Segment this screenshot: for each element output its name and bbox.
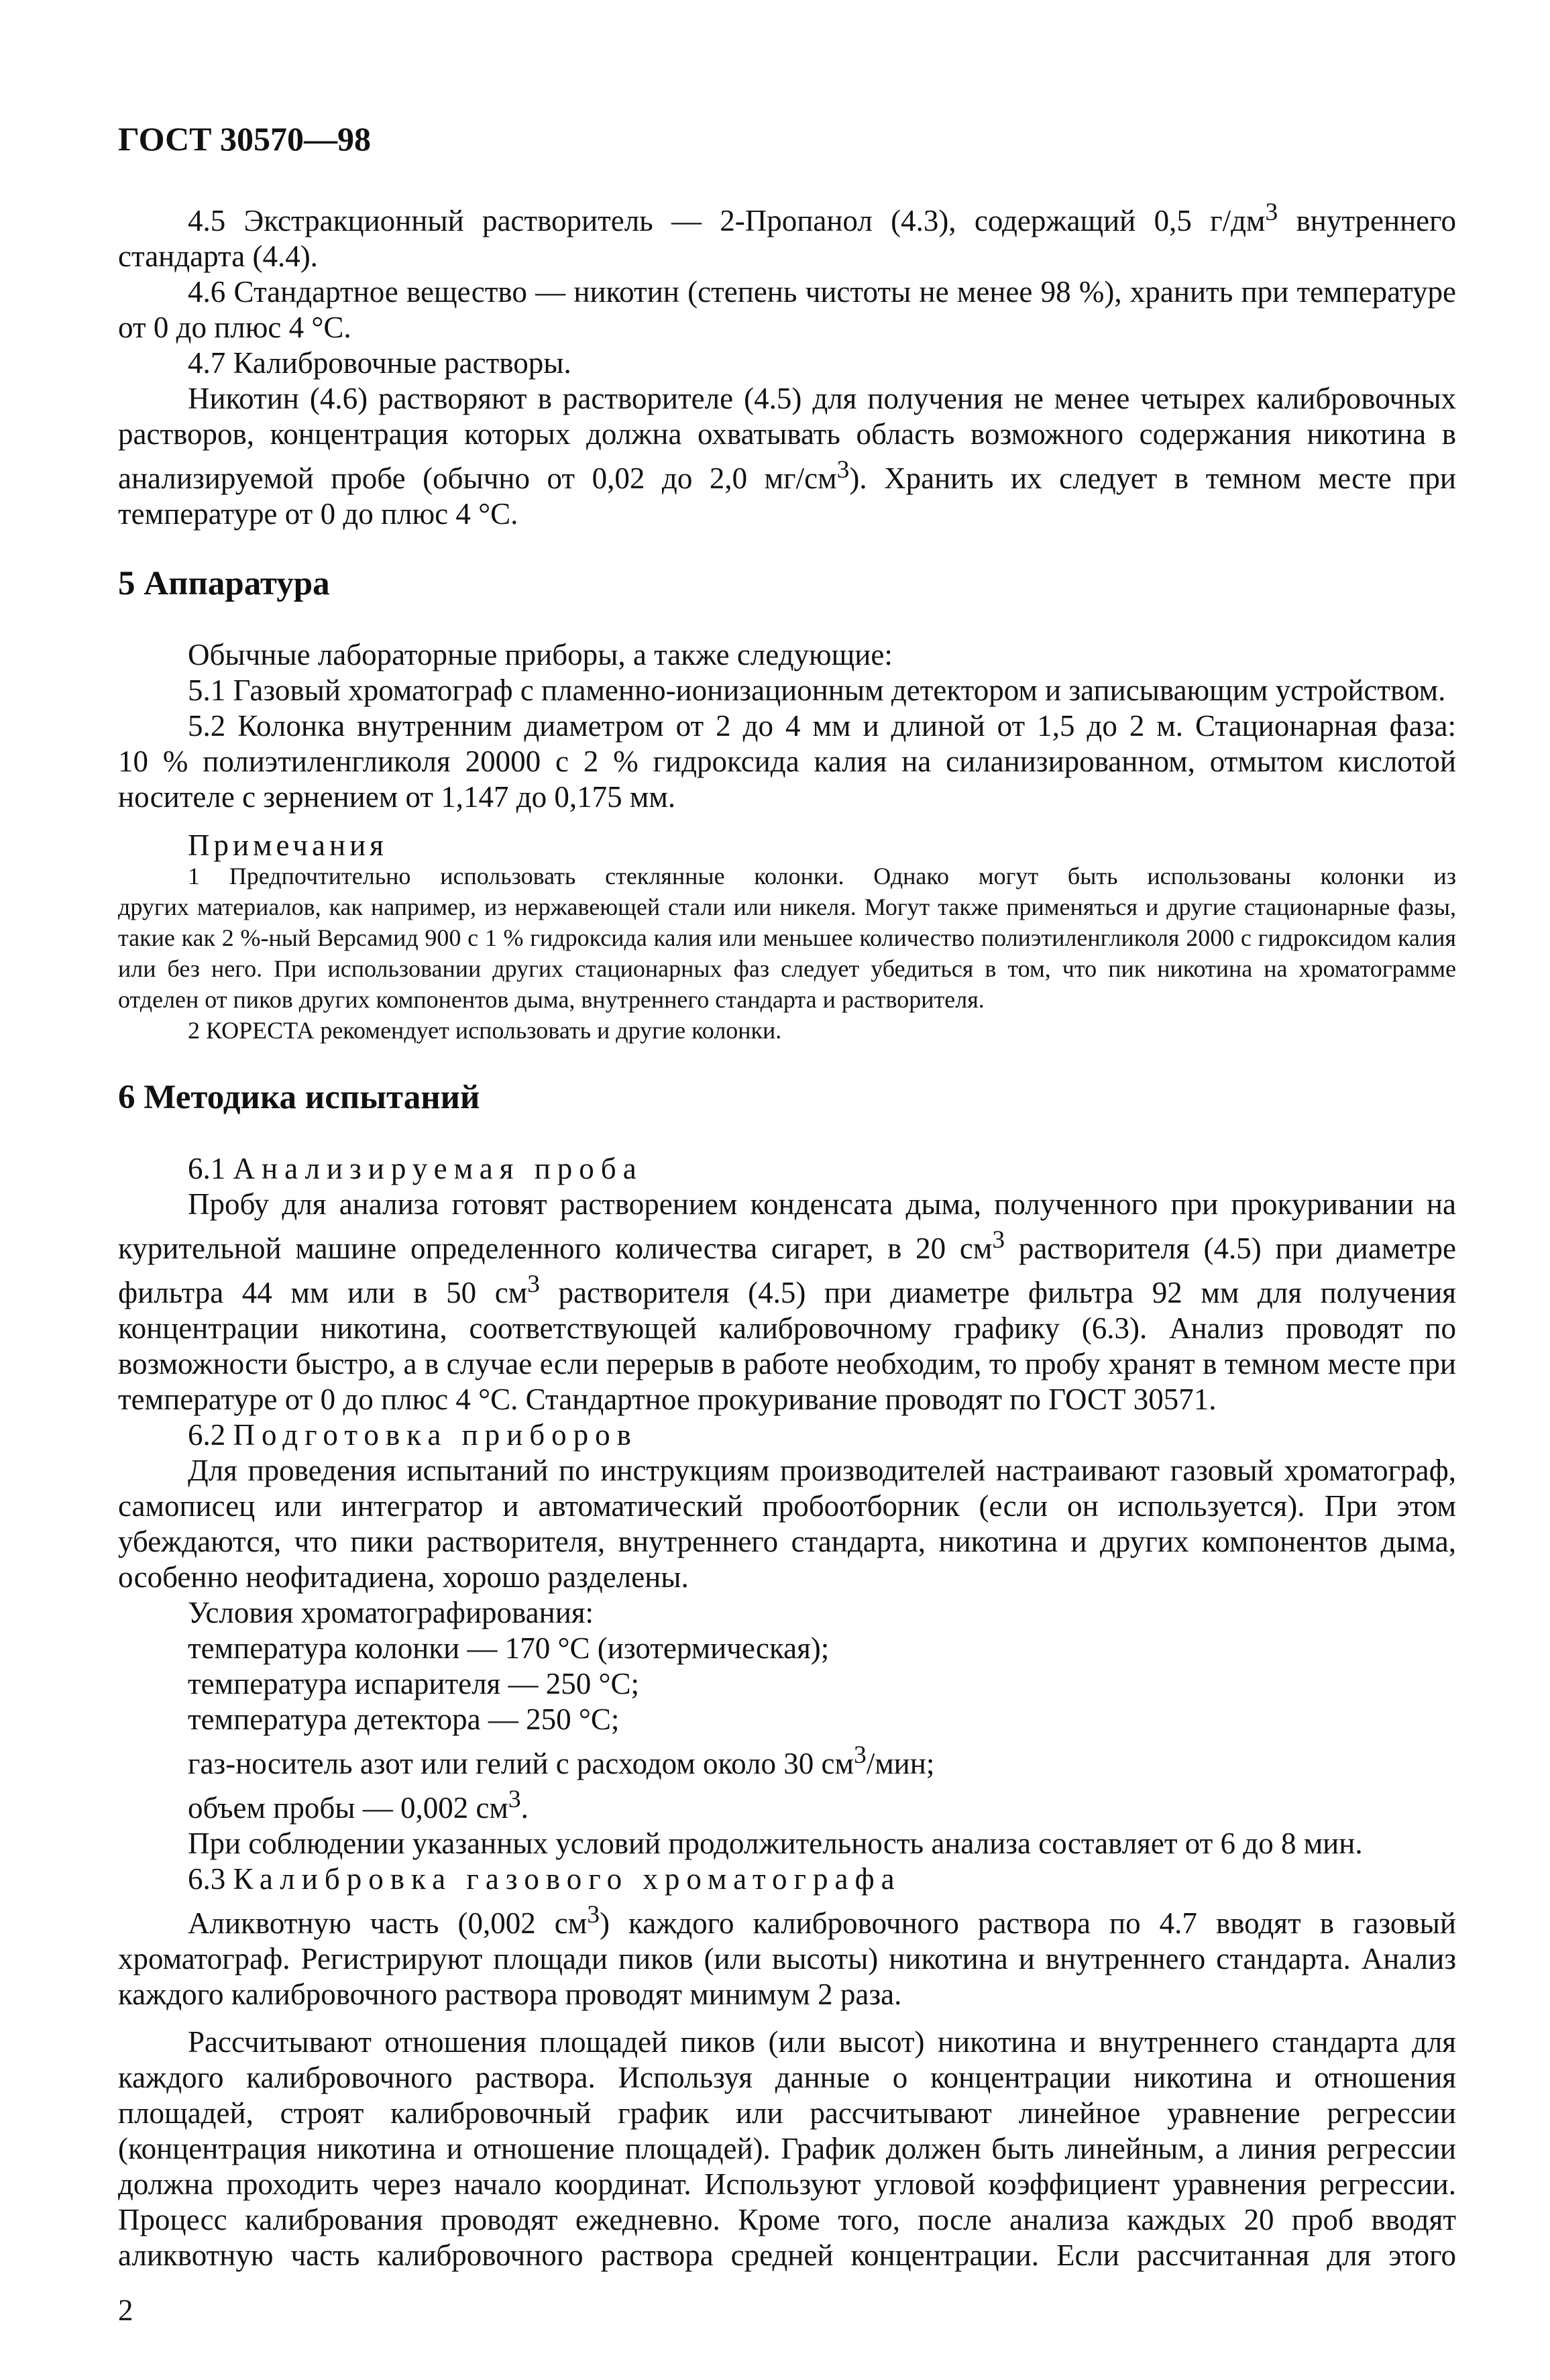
notes-heading: Примечания [188, 828, 388, 862]
paragraph-6-3: Аликвотную часть (0,002 $см^3$) каждого калибровочного раствора по 4.7 вводят в газовый хроматограф. Регистрируют площади пиков (или высоты) никотина и внутреннего стандарта. Анализ каждого калибровочного раствора проводят минимум 2 раза. [118, 1901, 1457, 2011]
condition-detector-temp: температура детектора — 250 °С; [188, 1702, 620, 1736]
section-5-heading: 5 Аппаратура [118, 565, 330, 602]
paragraph-5-1: 5.1 Газовый хроматограф с пламенно-ионизационным детектором и записывающим устройством. [188, 673, 1446, 707]
paragraph-gap [118, 2012, 1456, 2024]
paragraph-6-3-cont: Рассчитывают отношения площадей пиков (или высот) никотина и внутреннего стандарта для каждого калибровочного раствора. Используя данные о концентрации никотина и отношения площадей, строят калибровочный график или рассчитывают линейное уравнение регрессии (концентрация никотина и отношение площадей). График должен быть линейным, а линия регрессии должна проходить через начало координат. Используют угловой коэффициент уравнения регрессии. Процесс калибрования проводят ежедневно. Кроме того, после анализа каждых 20 проб вводят аликвотную часть калибровочного раствора средней концентрации. Если рассчитанная для этого [118, 2025, 1456, 2272]
page-number: 2 [118, 2293, 133, 2327]
condition-sample-volume: объем пробы — 0,002 $см^3$. [188, 1786, 529, 1825]
condition-evaporator-temp: температура испарителя — 250 °С; [188, 1667, 640, 1700]
section-6-heading: 6 Методика испытаний [118, 1079, 480, 1116]
note-1-cont: других материалов, как например, из нержавеющей стали или никеля. Могут также применяться и другие стационарные фазы, такие как 2 %-ный Версамид 900 с 1 % гидроксида калия или меньшее количество полиэтиленгликоля 2000 с гидроксидом калия или без него. При использовании других стационарных фаз следует убедиться в том, что пик никотина на хроматограмме отделен от пиков других компонентов дыма, внутреннего стандарта и растворителя. [118, 894, 1456, 1013]
paragraph-6-2: Для проведения испытаний по инструкциям производителей настраивают газовый хроматограф, самописец или интегратор и автоматический пробоотборник (если он используется). При этом убеждаются, что пики растворителя, внутреннего стандарта, никотина и других компонентов дыма, особенно неофитадиена, хорошо разделены. [118, 1454, 1456, 1594]
paragraph-4-6: 4.6 Стандартное вещество — никотин (степень чистоты не менее 98 %), хранить при температуре от 0 до плюс 4 °С. [118, 275, 1456, 344]
paragraph-5-2-cont: 10 % полиэтиленгликоля 20000 с 2 % гидроксида калия на силанизированном, отмытом кислотой носителе с зернением от 1,147 до 0,175 мм. [118, 745, 1456, 814]
condition-carrier-gas: газ-носитель азот или гелий с расходом около 30 $см^3$/мин; [188, 1741, 935, 1780]
note-1: 1 Предпочтительно использовать стеклянные колонки. Однако могут быть использованы колонки из [188, 863, 1456, 889]
standard-header: ГОСТ 30570—98 [118, 120, 372, 158]
paragraph-5-2: 5.2 Колонка внутренним диаметром от 2 до 4 мм и длиной от 1,5 до 2 м. Стационарная фаза: [188, 709, 1456, 743]
conditions-heading: Условия хроматографирования: [188, 1596, 594, 1629]
section-5-intro: Обычные лабораторные приборы, а также следующие: [188, 638, 893, 671]
subsection-6-2-title: 6.2 Подготовка приборов [188, 1418, 638, 1452]
subsection-6-1-title: 6.1 Анализируемая проба [188, 1152, 643, 1185]
paragraph-4-7: 4.7 Калибровочные растворы. [188, 346, 571, 380]
condition-column-temp: температура колонки — 170 °С (изотермическая); [188, 1631, 830, 1665]
paragraph-4-5: 4.5 Экстракционный растворитель — 2-Пропанол (4.3), содержащий 0,5 $г/дм^3$ внутреннего стандарта (4.4). [118, 199, 1456, 273]
subsection-6-3-title: 6.3 Калибровка газового хроматографа [188, 1862, 901, 1896]
page-content [118, 195, 1456, 2273]
paragraph-6-1: Пробу для анализа готовят растворением конденсата дыма, полученного при прокуривании на курительной машине определенного количества сигарет, в 20 $см^3$ растворителя (4.5) при диаметре фильтра 44 мм или в 50 $см^3$ растворителя (4.5) при диаметре фильтра 92 мм для получения концентрации никотина, соответствующей калибровочному графику (6.3). Анализ проводят по возможности быстро, а в случае если перерыв в работе необходим, то пробу хранят в темном месте при температуре от 0 до плюс 4 °С. Стандартное прокуривание проводят по ГОСТ 30571. [118, 1187, 1457, 1416]
note-2: 2 КОРЕСТА рекомендует использовать и другие колонки. [188, 1017, 782, 1044]
paragraph-4-7-text: Никотин (4.6) растворяют в растворителе (4.5) для получения не менее четырех калибровочных растворов, концентрация которых должна охватывать область возможного содержания никотина в анализируемой пробе (обычно от 0,02 до 2,0 $мг/см^3$). Хранить их следует в темном месте при температуре от 0 до плюс 4 °С. [118, 382, 1456, 531]
conditions-summary: При соблюдении указанных условий продолжительность анализа составляет от 6 до 8 мин. [188, 1827, 1363, 1860]
